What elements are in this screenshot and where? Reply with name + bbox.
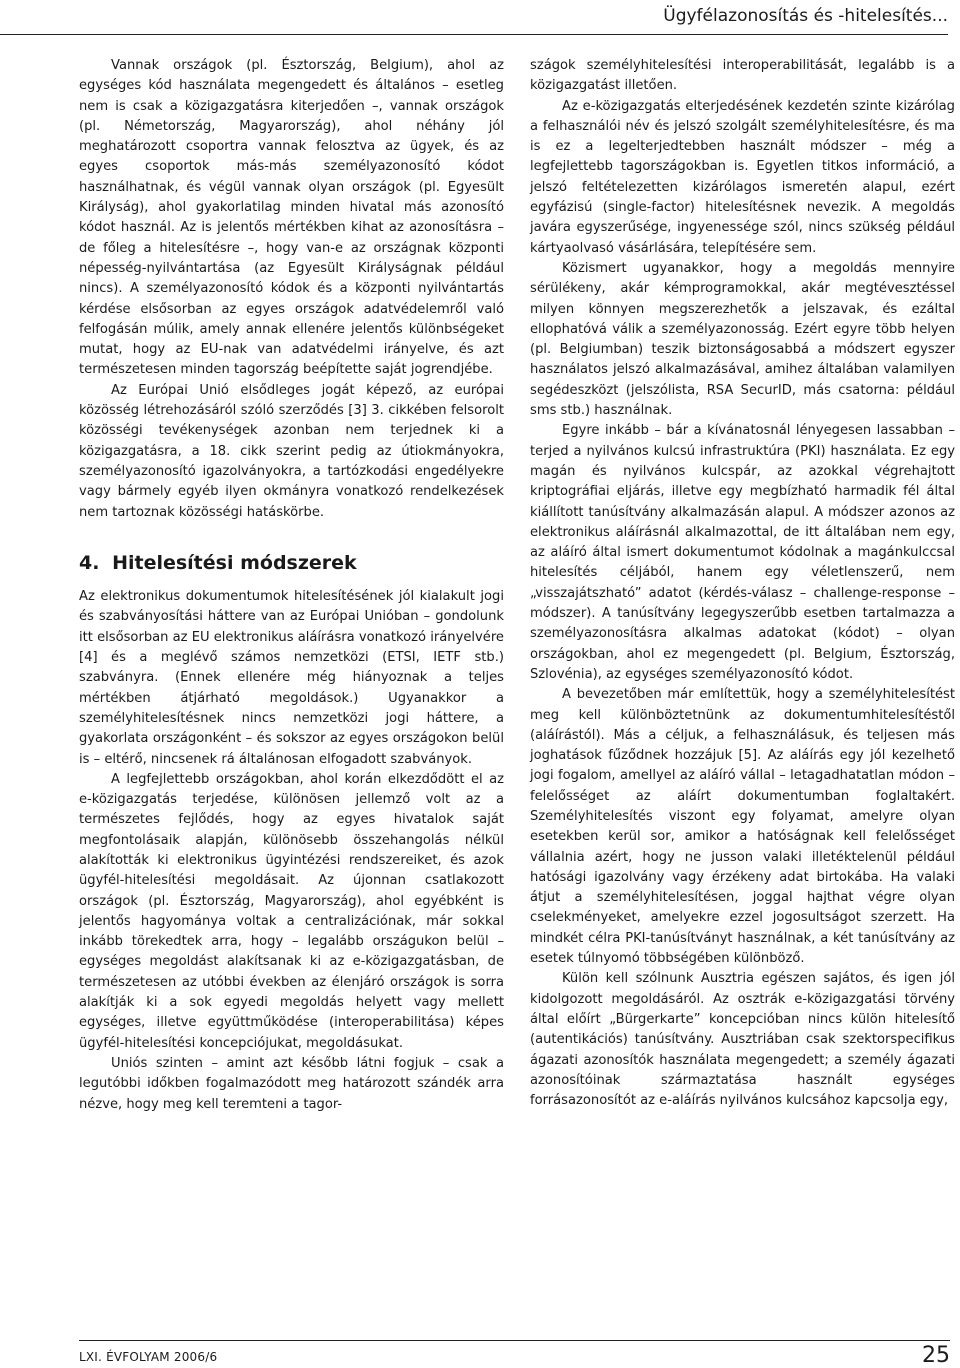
paragraph: A legfejlettebb országokban, ahol korán elkezdődött el az e-közigazgatás terjedése, különösen jellemző volt az a természetes fejlődés, hogy az egyes hivatalok saját megfontolásaik alapján, különösebb összehangolás nélkül alakították ki elektronikus ügyintézési rendszereiket, és azok ügyfél-hitelesítési megoldásait. Az újonnan csatlakozott országok (pl. Észtország, Magyarország), ahol egyébként is jelentős hagyománya voltak a centralizációnak, már sokkal inkább törekedtek arra, hogy – legalább országukon belül – egységes megoldást alakítsanak ki az e-közigazgatásban, de természetesen az utóbbi években az élenjáró országok is sorra alakítják ki a sok egyedi megoldás helyett vagy mellett egységes, illetve együttműködése (interoperabilitása) képes ügyfél-hitelesítési koncepciójukat, megoldásukat. <box>79 771 504 1051</box>
page-footer <box>0 1340 960 1367</box>
paragraph: Külön kell szólnunk Ausztria egészen sajátos, és igen jól kidolgozott megoldásáról. Az osztrák e-közigazgatási törvény által előírt „Bürgerkarte” koncepcióban nincs külön hitelesítő (autentikációs) tanúsítvány. Ausztriában csak szektorspecifikus ágazati azonosítók használata megengedett; a személy ágazati azonosítóinak származtatása használt egységes forrásazonosítót az e-aláírás nyilvános kulcsához kapcsolja egy, <box>530 971 955 1109</box>
paragraph: Közismert ugyanakkor, hogy a megoldás mennyire sérülékeny, akár kémprogramokkal, akár megtévesztéssel milyen könnyen megszerezhetők a jelszavak, és ezáltal ellophatóvá válik a személyazonosság. Ezért egyre több helyen (pl. Belgiumban) teszik biztonságosabbá a módszert egyszer használatos jelszó alkalmazásával, amihez általában valamilyen segédeszközt (jelszólista, RSA SecurID, más csatorna: például sms stb.) használnak. <box>530 260 955 419</box>
running-header-title: Ügyfélazonosítás és -hitelesítés... <box>663 6 948 26</box>
page-number: 25 <box>922 1343 950 1368</box>
section-heading <box>79 553 504 573</box>
paragraph: Uniós szinten – amint azt később látni fogjuk – csak a legutóbbi időkben fogalmazódott meg határozott szándék arra nézve, hogy meg kell teremteni a tagor- <box>79 1055 504 1112</box>
paragraph: Az elektronikus dokumentumok hitelesítésének jól kialakult jogi és szabványosítási háttere van az Európai Unióban – gondolunk itt elsősorban az EU elektronikus aláírásra vonatkozó irányelvére [4] és a meglévő számos nemzetközi (ETSI, IETF stb.) szabványra. (Ennek ellenére még hiányoznak a teljes mértékben átjárható megoldások.) Ugyanakkor a személyhitelesítésnek nincs nemzetközi jogi háttere, a gyakorlata országonként – és sokszor az egyes országokon belül is – eltérő, nincsenek rá általánosan elfogadott szabványok. <box>79 589 504 767</box>
paragraph: szágok személyhitelesítési interoperabilitását, legalább is a közigazgatást illetően. <box>530 58 955 94</box>
paragraph: Az Európai Unió elsődleges jogát képező, az európai közösség létrehozásáról szóló szerződés [3] 3. cikkében felsorolt közösségi tevékenységek azonban nem terjednek ki a közigazgatásra, a 18. cikk szerint pedig az útiokmányokra, személyazonosító igazolványokra, a tartózkodási engedélyekre vagy bármely egyéb ilyen okmányra vonatkozó rendelkezések nem tartoznak közösségi hatáskörbe. <box>79 382 504 520</box>
paragraph: Az e-közigazgatás elterjedésének kezdetén szinte kizárólag a felhasználói név és jelszó szolgált személyhitelesítésre, és ma is ez a legelterjedtebben használt módszer – még a legfejlettebb tagországokban is. Egyetlen titkos információ, a jelszó feltételezetten kizárólagos ismeretén alapul, ezért egyfázisú (single-factor) hitelesítésnek nevezik. A megoldás javára egyszerűsége, ingyenessége szól, nincs szükség például kártyaolvasó vásárlására, telepítésére sem. <box>530 98 955 256</box>
right-column <box>530 56 955 1111</box>
section-title: Hitelesítési módszerek <box>112 551 357 574</box>
paragraph: Vannak országok (pl. Észtország, Belgium), ahol az egységes kód használata megengedett és általános – esetleg nem is csak a közigazgatásra kiterjedően –, vannak országok (pl. Németország, Magyarország), ahol néhány jól meghatározott csoportra vannak felosztva az ügyek, és az egyes csoportok más-más személyazonosító kódot használhatnak, és végül vannak olyan országok (pl. Egyesült Királyság), ahol gyakorlatilag minden hivatal más azonosító kódot használ. Az is jelentős mértékben kihat az azonosításra – de főleg a hitelesítésre –, hogy van-e az országnak központi népesség-nyilvántartása (az Egyesült Királyságnak például nincs). A személyazonosító kódok és a központi nyilvántartás kérdése elsősorban az egyes országok adatvédelemről való felfogásán múlik, amely annak ellenére jelentős különbségeket mutat, hogy az EU-nak van adatvédelmi irányelve, és azt természetesen minden tagország beépítette saját jogrendjébe. <box>79 58 504 378</box>
issue-label: LXI. ÉVFOLYAM 2006/6 <box>79 1350 218 1364</box>
paragraph: Egyre inkább – bár a kívánatosnál lényegesen lassabban – terjed a nyilvános kulcsú infrastruktúra (PKI) használata. Ez egy magán és nyilvános kulcspár, az azokkal végrehajtott kriptográfiai eljárás, illetve egy megbízható harmadik fél által kiállított tanúsítvány alkalmazásán alapul. A módszer azonos az elektronikus aláírásnál alkalmazottal, de itt általában nem egy, az aláíró által ismert dokumentumot kódolnak a magánkulccsal hitelesítés céljából, hanem egy véletlenszerű, nem „visszajátszható” adatot (kérdés-válasz – challenge-response – módszer). A tanúsítvány legegyszerűbb esetben tartalmazza a személyazonosításra alkalmas adatokat (kódot) – olyan országokban, ahol ez megengedett (pl. Belgium, Észtország, Szlovénia), az egységes személyazonosító kódot. <box>530 423 955 682</box>
section-number: 4. <box>79 551 100 574</box>
paragraph: A bevezetőben már említettük, hogy a személyhitelesítést meg kell különböztetnünk az dokumentumhitelesítéstől (aláírástól). Más a céljuk, a felhasználásuk, és teljesen más joghatások fűződnek hozzájuk [5]. Az aláírás egy jól kezelhető jogi fogalom, amellyel az aláíró vállal – letagadhatatlan módon – felelősséget az aláírt dokumentumban foglaltakért. Személyhitelesítés viszont egy folyamat, amelyre olyan esetekben kerül sor, amikor a hatóságnak kell felelősséget vállalnia azért, hogy ne jusson valaki illetéktelenül például hatósági igazolvány vagy érzékeny adat birtokába. Ha valaki átjut a személyhitelesítésen, joggal hajthat végre olyan cselekményeket, amelyekre ezzel jogosultságot szerzett. Ha mindkét célra PKI-tanúsítványt használnak, a két tanúsítvány az esetek túlnyomó többségében különböző. <box>530 687 955 967</box>
header-rule <box>0 34 948 35</box>
running-header <box>0 0 960 40</box>
footer-rule <box>79 1340 950 1341</box>
left-column <box>79 56 504 1115</box>
